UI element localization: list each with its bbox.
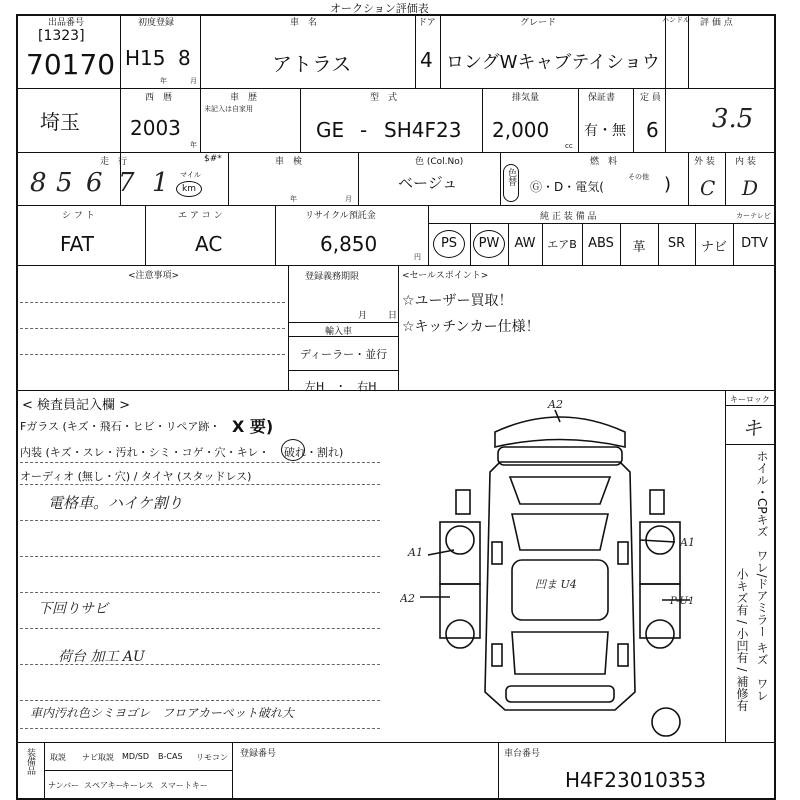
equip-dtv: DTV [741, 236, 768, 251]
inspector-line [20, 728, 380, 729]
year: 2003 [130, 116, 181, 140]
lot-number: 70170 [26, 48, 116, 81]
equip-navi: ナビ [700, 240, 727, 255]
warranty: 有・無 [584, 123, 626, 139]
lot-number-small: [1323] [38, 28, 85, 44]
chassis-number: H4F23010353 [565, 768, 707, 792]
fuel-close: ) [664, 174, 672, 195]
wheel-rr [646, 620, 674, 648]
row-divider [16, 390, 776, 391]
vehicle-diagram [400, 392, 720, 742]
col-divider [578, 88, 579, 152]
footer-item: スマートキー [160, 781, 208, 790]
footer-item: ナンバー [48, 781, 80, 790]
reg-deadline-day: 日 [388, 311, 398, 321]
mileage-label: 走 行 [100, 157, 128, 167]
caution-line [20, 328, 285, 329]
callout-line [428, 550, 454, 555]
key-lock-divider [725, 444, 776, 445]
footer-item: リモコン [196, 753, 228, 762]
mileage-digit: 7 [118, 168, 135, 198]
vertical-note: 小キズ有 / 小凹有 / 補修有 [735, 568, 749, 712]
sheet-title: オークション評価表 [330, 2, 429, 15]
ac: AC [195, 232, 223, 256]
month-unit: 月 [190, 77, 197, 85]
fuel-label: 燃 料 [590, 157, 618, 167]
row-divider [16, 742, 776, 743]
inspector-line [20, 520, 380, 521]
recycle-label: リサイクル預託金 [305, 211, 376, 221]
mileage-digit: 5 [56, 168, 73, 198]
first-reg-era: H15 [125, 46, 166, 70]
caution-label: <注意事項> [128, 271, 180, 281]
model-label: 型 式 [370, 93, 398, 103]
inspector-note: 荷台 加工 AU [58, 649, 145, 665]
col-divider [288, 265, 289, 390]
recycle: 6,850 [320, 232, 378, 256]
score: 3.5 [712, 104, 754, 134]
inspector-note: 電格車。ハイケ割り [48, 494, 183, 512]
color: ベージュ [398, 174, 458, 192]
footer-item: ナビ取説 [82, 753, 114, 762]
row-divider [16, 152, 776, 153]
model-prefix: GE [316, 118, 345, 142]
shift: FAT [60, 232, 95, 256]
handle-label: ハンドル [662, 16, 690, 24]
col-divider [44, 742, 45, 800]
col-divider [440, 14, 441, 88]
spare-wheel [652, 708, 680, 736]
model-sep: - [360, 118, 368, 142]
equipment-sub-divider [428, 223, 776, 224]
inspection-year: 年 [290, 195, 297, 203]
windshield-line: Fガラス (キズ・飛石・ヒビ・リペア跡・ [20, 420, 221, 433]
interior-line-end: 破れ・割れ) [284, 446, 344, 459]
right-side-window [618, 542, 628, 564]
damage-mark: P-U1 [670, 596, 695, 607]
col-divider [428, 205, 429, 265]
exterior-label: 外 装 [694, 157, 715, 167]
score-label: 評 価 点 [700, 18, 733, 28]
capacity: 6 [646, 118, 659, 142]
row-divider [16, 265, 776, 266]
import-divider [288, 322, 398, 323]
key-lock-divider [725, 405, 776, 406]
sales-point: ☆キッチンカー仕様！ [402, 319, 540, 335]
inspection-month: 月 [345, 195, 352, 203]
key-lock-label: キーロック [730, 395, 770, 404]
col-divider [398, 265, 399, 390]
yen-label: 円 [414, 253, 421, 261]
footer-row-divider [44, 770, 232, 771]
inspector-note: 車内汚れ色シミヨゴレ フロアカーペット破れ大 [30, 706, 294, 720]
right-mirror [650, 490, 664, 514]
dealer-parallel: ディーラー・並行 [300, 348, 388, 361]
import-divider [288, 336, 398, 337]
inspection-label: 車 検 [275, 157, 303, 167]
import-label: 輸入車 [325, 327, 353, 337]
rear-window [512, 632, 608, 674]
equip-leather: 革 [632, 240, 646, 255]
windshield [512, 514, 608, 550]
chassis-label: 車台番号 [504, 749, 541, 759]
doors: 4 [420, 48, 433, 72]
equipment-label: 純 正 装 備 品 [540, 212, 597, 222]
wheel-lf [446, 526, 474, 554]
history-label: 車 歴 [230, 93, 258, 103]
car-name-label: 車 名 [290, 18, 318, 28]
inspector-line [20, 592, 380, 593]
fuel: Ⓖ・D・電気( [530, 180, 604, 194]
equip-sr: SR [667, 236, 686, 251]
footer-item: B-CAS [158, 752, 183, 761]
warranty-label: 保証書 [588, 93, 616, 103]
tear-circle [281, 439, 305, 461]
callout-line [555, 410, 560, 422]
footer-item: 取説 [50, 753, 66, 762]
col-divider [200, 14, 201, 152]
mileage-digit: 1 [152, 168, 169, 198]
footer-item: スペアキー [84, 781, 124, 790]
lot-label: 出品番号 [48, 18, 85, 28]
col-divider [500, 152, 501, 205]
col-divider [275, 205, 276, 265]
caution-line [20, 354, 285, 355]
col-divider [228, 152, 229, 205]
footer-item: キーレス [122, 781, 154, 790]
audio-line: オーディオ (無し・穴) / タイヤ (スタッドレス) [20, 470, 252, 483]
reg-deadline-month: 月 [358, 311, 368, 321]
fuel-other: その他 [628, 173, 649, 181]
col-divider [725, 152, 726, 205]
rear-bumper [506, 686, 614, 702]
unit-km: km [182, 184, 196, 194]
damage-mark: A2 [548, 398, 563, 411]
unit-mile: マイル [180, 171, 201, 179]
inspector-line [20, 484, 380, 485]
sales-label: <セールスポイント> [402, 271, 489, 281]
year-unit-2: 年 [190, 141, 197, 149]
caution-line [20, 302, 285, 303]
row-divider [16, 88, 776, 89]
sharp-label: $#* [204, 154, 222, 164]
equip-abs: ABS [588, 236, 614, 251]
doors-label: ドア [418, 18, 436, 28]
left-side-window [492, 542, 502, 564]
car-tv-label: カーテレビ [736, 212, 771, 220]
col-divider [482, 88, 483, 152]
inspector-line [20, 628, 380, 629]
history-sub: 未記入は自家用 [204, 105, 253, 113]
mileage-digit: 6 [86, 168, 103, 198]
left-mirror [456, 490, 470, 514]
equip-aw: AW [514, 236, 536, 251]
vertical-note: ホイル・CPキズ ワレ/ドアミラー キズ ワレ [755, 450, 769, 702]
damage-mark: A1 [680, 536, 695, 549]
interior-line: 内装 (キズ・スレ・汚れ・シミ・コゲ・穴・キレ・ [20, 446, 270, 459]
grade-label: グレード [520, 18, 557, 28]
reg-deadline-label: 登録義務期限 [305, 272, 360, 282]
key-lock-mark: キ [742, 416, 762, 440]
left-rear-lamp [492, 644, 502, 666]
col-divider [498, 742, 499, 800]
col-divider [415, 14, 416, 88]
hood [510, 477, 610, 504]
wheel-lr [446, 620, 474, 648]
import-divider [288, 370, 398, 371]
year-unit: 年 [160, 77, 167, 85]
reg-no-label: 登録番号 [240, 749, 277, 759]
footer-item: MD/SD [122, 752, 149, 761]
col-divider [633, 88, 634, 152]
equip-ps: PS [440, 236, 458, 251]
grade: ロングWキャブテイショウ [446, 52, 660, 73]
equip-pw: PW [478, 236, 500, 251]
displacement: 2,000 [492, 118, 550, 142]
col-divider [665, 14, 666, 152]
displacement-label: 排気量 [512, 93, 540, 103]
footer-equipment-label: 装備品 [25, 748, 35, 775]
row-divider [16, 205, 776, 206]
prefecture: 埼玉 [40, 110, 80, 134]
interior-label: 内 装 [735, 157, 756, 167]
exterior: C [700, 176, 716, 200]
capacity-label: 定 員 [640, 93, 661, 103]
mileage-digit: 8 [30, 168, 47, 198]
col-divider [145, 205, 146, 265]
model: SH4F23 [384, 118, 462, 142]
cc-unit: cc [565, 142, 573, 150]
col-divider [358, 152, 359, 205]
inspector-line [20, 556, 380, 557]
callout-line [640, 540, 675, 542]
interior: D [742, 176, 759, 200]
left-front-door [440, 522, 480, 584]
first-reg-month: 8 [178, 46, 191, 70]
col-divider [688, 14, 689, 88]
shift-label: シ フ ト [62, 211, 95, 221]
sales-point: ☆ユーザー買取！ [402, 293, 513, 309]
inspector-note: 下回りサビ [38, 601, 108, 617]
damage-mark: 凹ま U4 [535, 578, 577, 591]
first-reg-label: 初度登録 [138, 18, 175, 28]
damage-mark: A2 [400, 592, 415, 605]
car-name: アトラス [272, 52, 352, 76]
col-divider [688, 152, 689, 205]
col-divider [232, 742, 233, 800]
inspector-line [20, 700, 380, 701]
equip-airbag: エアB [547, 238, 577, 251]
year-label: 西 暦 [145, 93, 173, 103]
steering-side: 左H ・ 右H [305, 380, 377, 393]
col-divider [300, 88, 301, 152]
inspector-line [20, 462, 380, 463]
damage-mark: A1 [408, 546, 423, 559]
inspector-title: < 検査員記入欄 > [22, 398, 131, 413]
right-rear-lamp [618, 644, 628, 666]
right-front-door [640, 522, 680, 584]
ac-label: エ ア コ ン [178, 211, 223, 221]
color-change-label: 色替 [506, 168, 516, 186]
color-label: 色 (Col.No) [415, 157, 464, 167]
col-divider [725, 390, 726, 742]
windshield-need: X 要) [232, 417, 274, 436]
